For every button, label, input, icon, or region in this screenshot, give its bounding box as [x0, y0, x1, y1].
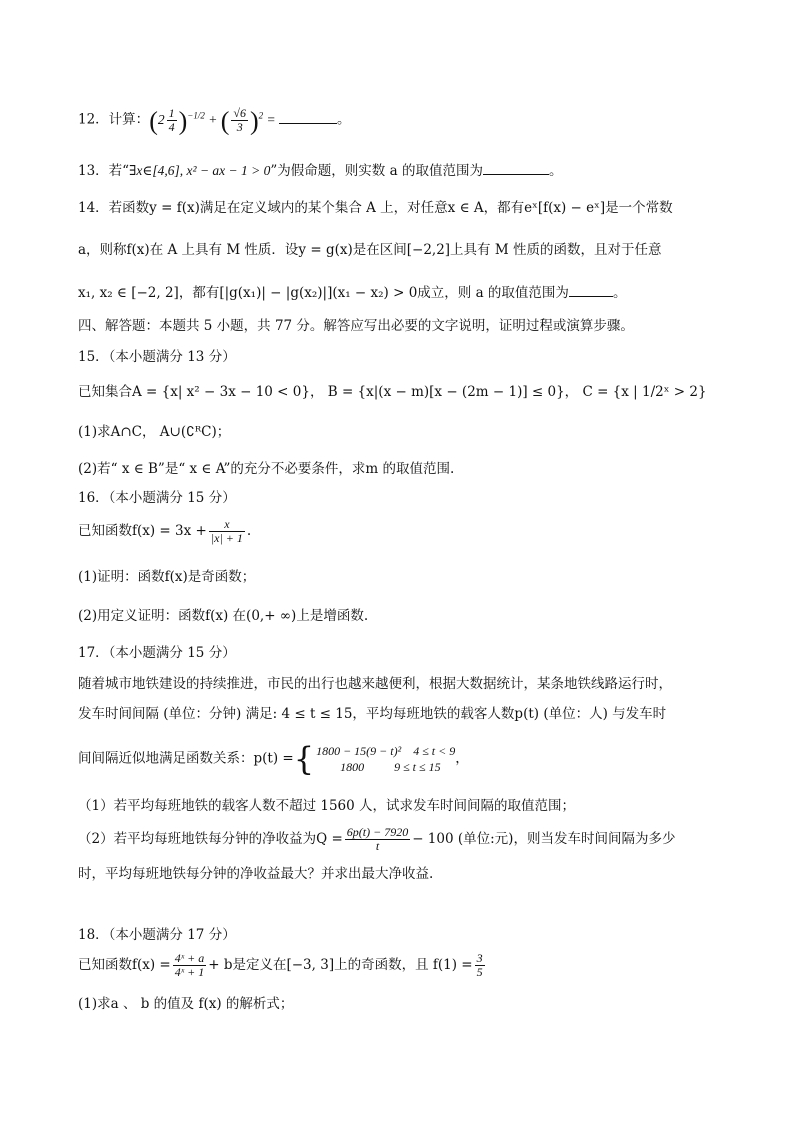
question-16-line-1: 已知函数f(x) = 3x + $\frac{x}{|x| + 1}$ . [78, 517, 252, 546]
answer-blank [483, 162, 549, 175]
question-17-heading: 17．（本小题满分 15 分） [78, 645, 236, 661]
question-17-line-2: 发车时间间隔 (单位：分钟) 满足: 4 ≤ t ≤ 15，平均每班地铁的载客人数p(t) (单位：人) 与发车时 [78, 706, 667, 722]
q13-proposition: ∃x∈[4,6], x² − ax − 1 > 0 [129, 163, 271, 178]
q16-fraction: $\frac{x}{|x| + 1}$ [210, 517, 243, 546]
answer-blank [279, 111, 337, 124]
answer-blank [569, 284, 613, 297]
question-17-line-6: 时，平均每班地铁每分钟的净收益最大？并求出最大净收益. [78, 866, 434, 882]
question-15-part-2: (2)若“ x ∈ B”是“ x ∈ A”的充分不必要条件，求m 的取值范围. [78, 461, 455, 477]
q12-prefix: 12．计算： [78, 111, 150, 128]
q18-value-fraction: $\frac{3}{5}$ [476, 951, 483, 980]
q18-fraction: $\frac{\text{4ˣ + a}}{\text{4ˣ + 1}}$ [174, 951, 205, 980]
question-16-part-2: (2)用定义证明：函数f(x) 在(0,+ ∞)上是增函数. [78, 608, 369, 624]
question-14-line-3: x₁, x₂ ∈ [−2, 2]，都有[|g(x₁)| − |g(x₂)|](x₁ − x₂) > 0成立，则 a 的取值范围为 。 [78, 285, 627, 301]
question-15-part-1: (1)求A∩C， A∪(∁ᴿC)； [78, 424, 231, 440]
question-17-line-3: 间间隔近似地满足函数关系：p(t) ={ 1800 − 15(9 − t)² 4 ≤ t < 9 1800 9 ≤ t ≤ 15， [78, 740, 469, 778]
question-18-heading: 18．（本小题满分 17 分） [78, 927, 236, 943]
question-18-line-1: 已知函数f(x) = $\frac{\text{4ˣ + a}}{\text{4ˣ + 1}}$ + b是定义在[−3, 3]上的奇函数，且 f(1) = $\frac{3}{5}$ [78, 951, 483, 980]
question-17-part-2: （2）若平均每班地铁每分钟的净收益为Q = $\frac{6p(t) - 7920}{t}$ − 100 (单位:元)，则当发车时间间隔为多少 [78, 825, 676, 854]
question-14-line-1: 14．若函数y = f(x)满足在定义域内的某个集合 A 上，对任意x ∈ A，都有eˣ[f(x) − eˣ]是一个常数 [78, 200, 673, 216]
q12-expression: (2 $\frac{1}{4}$ )$^{-1/2}$ + ( $\frac{√6}{3}$ )$^2$ = [149, 105, 280, 135]
question-17-line-1: 随着城市地铁建设的持续推进，市民的出行也越来越便利，根据大数据统计，某条地铁线路运行时， [78, 676, 672, 692]
question-12: 12．计算：(2 $\frac{1}{4}$ )$^{-1/2}$ + ( $\frac{√6}{3}$ )$^2$ = 。 [78, 105, 351, 135]
question-16-heading: 16．（本小题满分 15 分） [78, 490, 236, 506]
q17-fraction: $\frac{6p(t) - 7920}{t}$ [346, 825, 409, 854]
question-15-line-1: 已知集合A = {x| x² − 3x − 10 < 0}， B = {x|(x − m)[x − (2m − 1)] ≤ 0}， C = {x | 1/2ˣ > 2} [78, 384, 707, 400]
question-15-heading: 15．（本小题满分 13 分） [78, 349, 236, 365]
question-16-part-1: (1)证明：函数f(x)是奇函数； [78, 569, 256, 585]
question-18-part-1: (1)求a 、 b 的值及 f(x) 的解析式； [78, 996, 294, 1012]
question-14-line-2: a，则称f(x)在 A 上具有 M 性质．设y = g(x)是在区间[−2,2]上具有 M 性质的函数，且对于任意 [78, 242, 662, 258]
piecewise-function: 1800 − 15(9 − t)² 4 ≤ t < 9 1800 9 ≤ t ≤ 15 [316, 744, 456, 775]
question-17-part-1: （1）若平均每班地铁的载客人数不超过 1560 人，试求发车时间间隔的取值范围； [78, 798, 576, 814]
section-heading: 四、解答题：本题共 5 小题，共 77 分。解答应写出必要的文字说明，证明过程或演算步骤。 [78, 318, 634, 334]
question-13: 13．若“∃x∈[4,6], x² − ax − 1 > 0”为假命题，则实数 a 的取值范围为 。 [78, 163, 563, 179]
